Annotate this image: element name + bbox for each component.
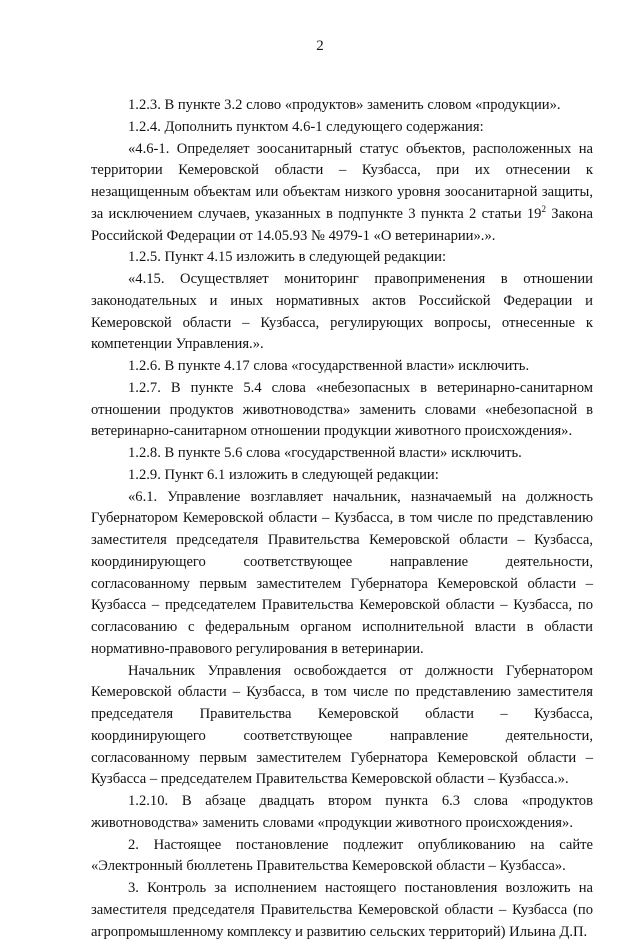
page-number: 2 (316, 38, 324, 54)
paragraph-1-2-9: 1.2.9. Пункт 6.1 изложить в следующей редакции: (128, 466, 439, 483)
paragraph-1-2-4: 1.2.4. Дополнить пунктом 4.6-1 следующего содержания: (128, 118, 484, 135)
paragraph-1-2-8: 1.2.8. В пункте 5.6 слова «государственной власти» исключить. (128, 445, 522, 461)
paragraph-4-6-1-tail: Закона Российской Федерации от 14.05.93 № 4979-1 «О ветеринарии».». (91, 205, 593, 244)
paragraph-1-2-10: 1.2.10. В абзаце двадцать втором пункта 6.3 слова «продуктов животноводства» заменить словами «продукции животного происхождения». (91, 793, 593, 831)
paragraph-1-2-6: 1.2.6. В пункте 4.17 слова «государственной власти» исключить. (128, 358, 530, 374)
paragraph-6-1: «6.1. Управление возглавляет начальник, назначаемый на должность Губернатором Кемеровской области – Кузбасса, в том числе по представлению заместителя председателя Правительства Кемеровской области – Кузбасса, координирующего соответствующее направление деятельности, согласованному первым заместителем Губернатора Кемеровской области – Кузбасса – председателем Правительства Кемеровской области – Кузбасса, по согласованию с федеральным органом исполнительной власти в области нормативно-правового регулирования в ветеринарии. (91, 488, 593, 657)
document-body (91, 95, 593, 943)
paragraph-4-6-1 (91, 139, 593, 248)
paragraph-1-2-3: 1.2.3. В пункте 3.2 слово «продуктов» заменить словом «продукции». (128, 97, 561, 113)
paragraph-1-2-5: 1.2.5. Пункт 4.15 изложить в следующей редакции: (128, 249, 447, 266)
paragraph-2-publication: 2. Настоящее постановление подлежит опубликованию на сайте «Электронный бюллетень Правительства Кемеровской области – Кузбасса». (91, 836, 593, 875)
paragraph-3-control: 3. Контроль за исполнением настоящего постановления возложить на заместителя председателя Правительства Кемеровской области – Кузбасса (по агропромышленному комплексу и развитию сельских территорий) Ильина Д.П. (91, 880, 593, 940)
paragraph-4-6-1-text: «4.6-1. Определяет зоосанитарный статус объектов, расположенных на территории Кемеровской области – Кузбасса, при их отнесении к незащищенным объектам или объектам низкого уровня зоосанитарной защиты, за исключением случаев, указанных в подпункте 3 пункта 2 статьи 19 (91, 140, 593, 222)
superscript-article-number: 2 (541, 203, 546, 214)
paragraph-4-15: «4.15. Осуществляет мониторинг правоприменения в отношении законодательных и иных нормативных актов Российской Федерации и Кемеровской области – Кузбасса, регулирующих вопросы, отнесенные к компетенции Управления.». (91, 271, 593, 353)
paragraph-1-2-7: 1.2.7. В пункте 5.4 слова «небезопасных в ветеринарно-санитарном отношении продуктов животноводства» заменить словами «небезопасной в ветеринарно-санитарном отношении продукции животного происхождения». (91, 379, 593, 440)
paragraph-dismissal: Начальник Управления освобождается от должности Губернатором Кемеровской области – Кузбасса, в том числе по представлению заместителя председателя Правительства Кемеровской области – Кузбасса, координирующего соответствующее направление деятельности, согласованному первым заместителем Губернатора Кемеровской области – Кузбасса – председателем Правительства Кемеровской области – Кузбасса.». (91, 662, 593, 788)
